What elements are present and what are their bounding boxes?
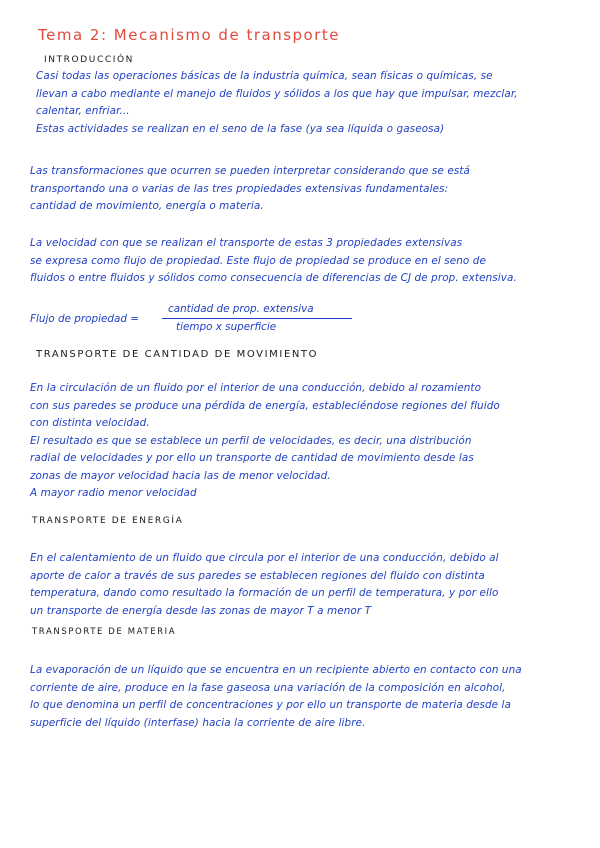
intro-line-4: Estas actividades se realizan en el seno de la fase (ya sea líquida o gaseosa) <box>36 122 445 135</box>
cantidad-line-3: con distinta velocidad. <box>30 417 150 429</box>
heading-introduccion: INTRODUCCIÓN <box>44 55 134 65</box>
transform-line-3: cantidad de movimiento, energía o materia. <box>30 200 264 212</box>
fraction-bar <box>162 318 352 319</box>
intro-line-1: Casi todas las operaciones básicas de la industria química, sean físicas o químicas, se <box>36 70 493 82</box>
cantidad-line-2: con sus paredes se produce una pérdida de energía, estableciéndose regiones del fluido <box>30 399 500 412</box>
materia-line-3: lo que denomina un perfil de concentraciones y por ello un transporte de materia desde la <box>30 699 511 711</box>
formula-numerator: cantidad de prop. extensiva <box>168 303 314 315</box>
energia-line-4: un transporte de energía desde las zonas de mayor T a menor T <box>30 604 372 617</box>
velocidad-paragraph <box>30 235 517 288</box>
materia-paragraph <box>30 662 522 732</box>
heading-cantidad-movimiento: TRANSPORTE DE CANTIDAD DE MOVIMIENTO <box>36 349 319 360</box>
cantidad-line-6: zonas de mayor velocidad hacia las de menor velocidad. <box>30 469 331 482</box>
cantidad-line-5: radial de velocidades y por ello un transporte de cantidad de movimiento desde las <box>30 452 474 464</box>
transform-line-2: transportando una o varias de las tres propiedades extensivas fundamentales: <box>30 182 449 195</box>
intro-paragraph <box>36 68 518 138</box>
transform-line-1: Las transformaciones que ocurren se pueden interpretar considerando que se está <box>30 165 470 177</box>
formula-denominator: tiempo x superficie <box>176 321 277 333</box>
flux-formula <box>30 303 350 339</box>
energia-line-1: En el calentamiento de un fluido que circula por el interior de una conducción, debido al <box>30 552 499 564</box>
energia-line-2: aporte de calor a través de sus paredes se establecen regiones del fluido con distinta <box>30 569 485 582</box>
velocidad-line-1: La velocidad con que se realizan el transporte de estas 3 propiedades extensivas <box>30 237 463 249</box>
velocidad-line-2: se expresa como flujo de propiedad. Este flujo de propiedad se produce en el seno de <box>30 254 486 267</box>
intro-line-3: calentar, enfriar... <box>36 105 130 117</box>
heading-materia: TRANSPORTE DE MATERIA <box>32 627 177 637</box>
materia-line-2: corriente de aire, produce en la fase gaseosa una variación de la composición en alcohol, <box>30 681 506 694</box>
heading-energia: TRANSPORTE DE ENERGÍA <box>32 516 184 526</box>
intro-line-2: llevan a cabo mediante el manejo de fluidos y sólidos a los que hay que impulsar, mezclar, <box>36 87 518 100</box>
transform-paragraph <box>30 163 470 216</box>
materia-line-1: La evaporación de un líquido que se encuentra en un recipiente abierto en contacto con una <box>30 664 522 676</box>
energia-paragraph <box>30 550 499 620</box>
velocidad-line-3: fluidos o entre fluidos y sólidos como consecuencia de diferencias de CJ de prop. extensiva. <box>30 272 517 284</box>
energia-line-3: temperatura, dando como resultado la formación de un perfil de temperatura, y por ello <box>30 587 499 599</box>
cantidad-line-7: A mayor radio menor velocidad <box>30 487 197 499</box>
formula-lhs: Flujo de propiedad = <box>30 313 139 325</box>
cantidad-line-4: El resultado es que se establece un perfil de velocidades, es decir, una distribución <box>30 434 472 447</box>
page-title: Tema 2: Mecanismo de transporte <box>38 26 340 44</box>
cantidad-line-1: En la circulación de un fluido por el interior de una conducción, debido al rozamiento <box>30 382 482 394</box>
materia-line-4: superficie del líquido (interfase) hacia la corriente de aire libre. <box>30 716 366 729</box>
cantidad-paragraph <box>30 380 500 503</box>
